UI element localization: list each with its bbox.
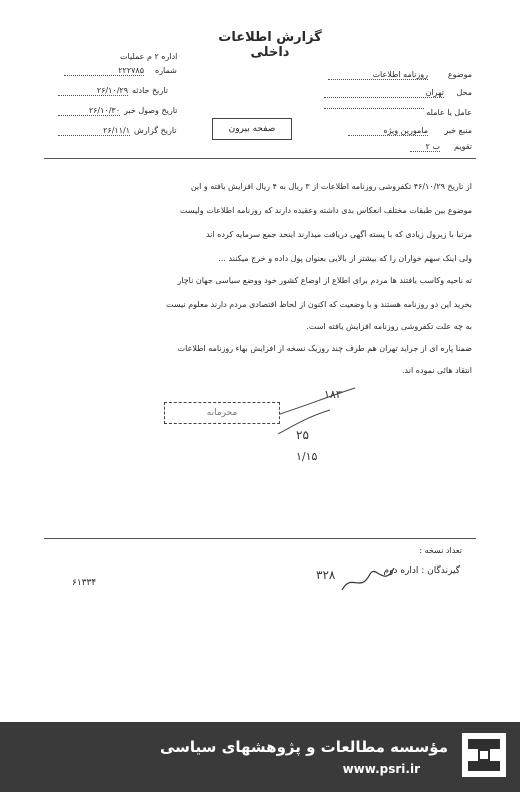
- handwritten-note-1: ۱۸۳: [324, 388, 342, 401]
- institute-logo: [462, 733, 506, 777]
- source-value: مامورین ویژه: [348, 126, 428, 136]
- recipients-text: گیرندگان : اداره دوم: [383, 566, 460, 576]
- report-date-label: تاریخ گزارش: [134, 126, 177, 135]
- handwritten-note-2: ۲۵: [296, 428, 309, 442]
- evaluation-label: تقویم: [454, 142, 472, 151]
- body-line-2: موضوع بین طبقات مختلف انعکاس بدی داشته وعقیده دارند که روزنامه اطلاعات ولیست: [179, 206, 472, 215]
- source-label: منبع خبر: [444, 126, 472, 135]
- signature-number: ۳۲۸: [316, 568, 336, 582]
- confidential-stamp: محرمانه: [164, 402, 280, 424]
- document-title: گزارش اطلاعات داخلی: [218, 30, 322, 60]
- body-line-3: مرتباً با زیرول زیادی که با پسته آگهی دریافت میدارند اینحد جمع سرمایه کرده اند: [205, 230, 472, 239]
- location-label: محل: [456, 88, 472, 97]
- body-line-5: ته ناحیه وکاسب یافتند ها مردم برای اطلاع از اوضاع کشور خود ووضع سیاسی جهان ناچار: [177, 276, 472, 285]
- incident-date-label: تاریخ حادثه: [132, 86, 168, 95]
- number-value: ۲۲۲۷۸۵: [64, 66, 144, 76]
- location-value: تهران: [324, 88, 444, 98]
- footer-bar: [0, 722, 520, 792]
- signature-mark: [338, 560, 398, 600]
- reference-number: ۶۱۳۳۴: [72, 578, 97, 588]
- department-label: اداره ۲ م عملیات: [120, 52, 178, 61]
- subject-label: موضوع: [447, 70, 472, 79]
- subject-value: روزنامه اطلاعات: [328, 70, 428, 80]
- handwritten-scribble: [270, 380, 360, 440]
- agent-value: [324, 108, 424, 109]
- receipt-date-label: تاریخ وصول خبر: [124, 106, 178, 115]
- body-line-9: انتقاد هائی نموده اند.: [401, 366, 472, 375]
- knot-pattern-icon: [462, 733, 506, 777]
- header-divider: [44, 158, 476, 159]
- agent-label: عامل یا عامله: [426, 108, 472, 117]
- body-line-8: ضمناً پاره ای از جراید تهران هم طرف چند روزیک نسخه از افزایش بهاء روزنامه اطلاعات: [177, 344, 472, 353]
- incident-date-value: ۲۶/۱۰/۲۹: [58, 86, 128, 96]
- receipt-date-value: ۲۶/۱۰/۳۰: [58, 106, 120, 116]
- handwritten-note-3: ۱/۱۵: [296, 450, 318, 463]
- institute-name: مؤسسه مطالعات و پژوهشهای سیاسی: [159, 738, 448, 756]
- footer-divider: [44, 538, 476, 539]
- body-line-6: بخرید این دو روزنامه هستند و با وضعیت که اکنون از لحاظ اقتصادی مردم دارند معلوم نیست: [166, 300, 472, 309]
- stamp-box: صفحه بیرون: [212, 118, 292, 140]
- institute-url[interactable]: www.psri.ir: [342, 762, 420, 776]
- body-line-7: به چه علت تکفروشی روزنامه افزایش یافته است.: [306, 322, 472, 331]
- body-line-1: از تاریخ ۴۶/۱۰/۲۹ تکفروشی روزنامه اطلاعات از ۳ ریال به ۴ ریال افزایش یافته و این: [190, 182, 472, 191]
- body-line-4: ولی اینک سهم خواران را که بیشتر از بالایی بعنوان پول داده و خرج میکنند ...: [218, 254, 472, 263]
- copies-label: تعداد نسخه :: [419, 546, 462, 555]
- evaluation-value: ب ۲: [410, 142, 440, 152]
- number-label: شماره: [155, 66, 177, 75]
- report-date-value: ۲۶/۱۱/۱: [58, 126, 130, 136]
